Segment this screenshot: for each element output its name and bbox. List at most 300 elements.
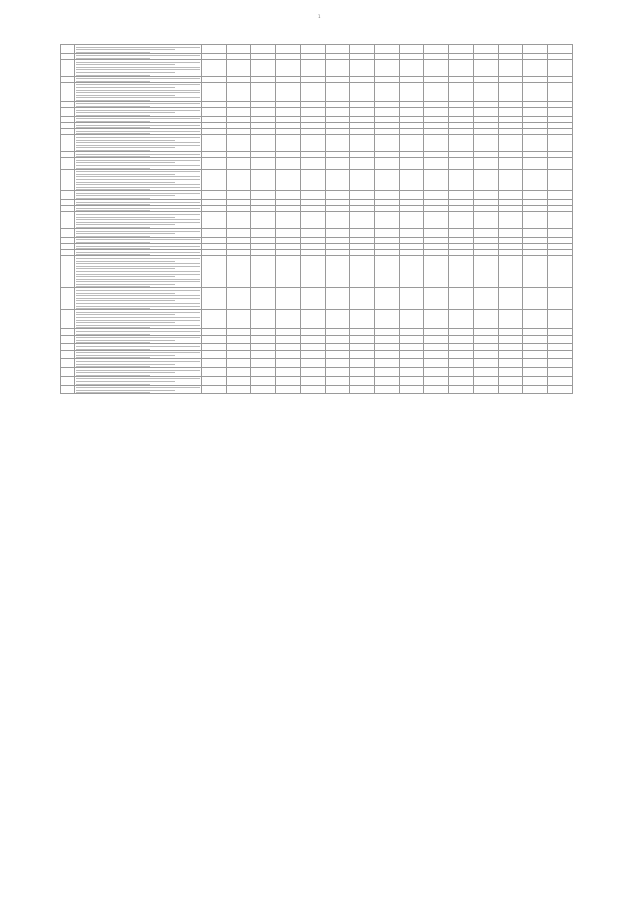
value-cell xyxy=(424,368,449,377)
value-cell xyxy=(325,335,350,344)
value-cell xyxy=(325,229,350,238)
illegible-text-line xyxy=(76,355,175,356)
row-name-cell xyxy=(75,82,202,101)
value-cell xyxy=(473,191,498,200)
value-cell xyxy=(473,256,498,288)
table-row xyxy=(61,59,573,76)
value-cell xyxy=(350,108,375,117)
value-cell xyxy=(276,191,301,200)
value-cell xyxy=(325,191,350,200)
value-cell xyxy=(325,158,350,169)
page-number: 1 xyxy=(318,14,321,19)
value-cell xyxy=(523,45,548,54)
value-cell xyxy=(325,169,350,191)
illegible-text-line xyxy=(76,171,200,172)
value-cell xyxy=(300,310,325,329)
table-row xyxy=(61,376,573,385)
value-cell xyxy=(276,335,301,344)
value-cell xyxy=(325,108,350,117)
illegible-text-line xyxy=(76,331,200,332)
value-cell xyxy=(449,82,474,101)
illegible-text-line xyxy=(76,69,200,70)
value-cell xyxy=(375,212,400,229)
value-cell xyxy=(548,229,573,238)
value-cell xyxy=(226,108,251,117)
value-cell xyxy=(424,59,449,76)
row-number-cell xyxy=(61,368,75,377)
value-cell xyxy=(226,229,251,238)
value-cell xyxy=(399,376,424,385)
value-cell xyxy=(325,135,350,152)
illegible-text-line xyxy=(76,312,200,313)
value-cell xyxy=(276,169,301,191)
illegible-text-line xyxy=(76,224,175,225)
value-cell xyxy=(325,350,350,359)
value-cell xyxy=(251,169,276,191)
value-cell xyxy=(251,310,276,329)
illegible-text-line xyxy=(76,176,200,177)
illegible-text-line xyxy=(76,352,200,353)
value-cell xyxy=(473,368,498,377)
illegible-text-line xyxy=(76,179,200,180)
value-cell xyxy=(473,135,498,152)
value-cell xyxy=(276,59,301,76)
row-number-cell xyxy=(61,212,75,229)
value-cell xyxy=(325,359,350,368)
value-cell xyxy=(523,368,548,377)
row-name-cell xyxy=(75,135,202,152)
value-cell xyxy=(424,135,449,152)
row-name-cell xyxy=(75,212,202,229)
value-cell xyxy=(548,59,573,76)
value-cell xyxy=(375,350,400,359)
value-cell xyxy=(251,229,276,238)
table-row xyxy=(61,135,573,152)
value-cell xyxy=(251,335,276,344)
value-cell xyxy=(300,212,325,229)
value-cell xyxy=(473,108,498,117)
row-number-cell xyxy=(61,310,75,329)
value-cell xyxy=(449,158,474,169)
row-name-cell xyxy=(75,288,202,310)
value-cell xyxy=(300,368,325,377)
illegible-text-line xyxy=(76,217,175,218)
value-cell xyxy=(424,256,449,288)
value-cell xyxy=(375,335,400,344)
value-cell xyxy=(548,359,573,368)
illegible-text-line xyxy=(76,233,175,234)
table-body xyxy=(61,45,573,394)
illegible-text-line xyxy=(76,364,175,365)
value-cell xyxy=(375,310,400,329)
table-row xyxy=(61,212,573,229)
illegible-text-line xyxy=(76,67,200,68)
document-table-area xyxy=(60,44,573,614)
value-cell xyxy=(523,59,548,76)
row-name-cell xyxy=(75,368,202,377)
illegible-text-line xyxy=(76,293,175,294)
value-cell xyxy=(498,212,523,229)
illegible-text-line xyxy=(76,112,175,113)
value-cell xyxy=(523,158,548,169)
value-cell xyxy=(276,385,301,394)
data-table xyxy=(60,44,573,394)
value-cell xyxy=(325,212,350,229)
value-cell xyxy=(375,256,400,288)
table-row xyxy=(61,256,573,288)
value-cell xyxy=(424,376,449,385)
table-row xyxy=(61,45,573,54)
value-cell xyxy=(375,169,400,191)
value-cell xyxy=(251,59,276,76)
illegible-text-line xyxy=(76,392,150,393)
row-number-cell xyxy=(61,191,75,200)
table-row xyxy=(61,158,573,169)
value-cell xyxy=(424,158,449,169)
value-cell xyxy=(548,288,573,310)
value-cell xyxy=(424,335,449,344)
value-cell xyxy=(350,59,375,76)
illegible-text-line xyxy=(76,317,200,318)
row-name-cell xyxy=(75,385,202,394)
value-cell xyxy=(276,310,301,329)
value-cell xyxy=(325,385,350,394)
value-cell xyxy=(251,191,276,200)
value-cell xyxy=(251,212,276,229)
value-cell xyxy=(276,135,301,152)
value-cell xyxy=(375,359,400,368)
row-number-cell xyxy=(61,59,75,76)
value-cell xyxy=(473,45,498,54)
value-cell xyxy=(375,158,400,169)
row-number-cell xyxy=(61,229,75,238)
value-cell xyxy=(548,158,573,169)
value-cell xyxy=(523,191,548,200)
value-cell xyxy=(473,376,498,385)
value-cell xyxy=(498,45,523,54)
value-cell xyxy=(424,169,449,191)
value-cell xyxy=(473,288,498,310)
illegible-text-line xyxy=(76,252,200,253)
value-cell xyxy=(202,256,227,288)
value-cell xyxy=(399,256,424,288)
value-cell xyxy=(325,310,350,329)
value-cell xyxy=(300,59,325,76)
value-cell xyxy=(350,335,375,344)
value-cell xyxy=(399,158,424,169)
illegible-text-line xyxy=(76,322,175,323)
illegible-text-line xyxy=(76,300,175,301)
value-cell xyxy=(449,335,474,344)
value-cell xyxy=(523,229,548,238)
value-cell xyxy=(399,191,424,200)
value-cell xyxy=(399,59,424,76)
illegible-text-line xyxy=(76,162,175,163)
value-cell xyxy=(523,288,548,310)
value-cell xyxy=(449,288,474,310)
value-cell xyxy=(300,256,325,288)
value-cell xyxy=(202,158,227,169)
value-cell xyxy=(498,335,523,344)
value-cell xyxy=(498,359,523,368)
illegible-text-line xyxy=(76,274,200,275)
value-cell xyxy=(498,229,523,238)
value-cell xyxy=(375,108,400,117)
illegible-text-line xyxy=(76,131,200,132)
value-cell xyxy=(424,45,449,54)
value-cell xyxy=(399,45,424,54)
row-name-cell xyxy=(75,335,202,344)
value-cell xyxy=(375,288,400,310)
illegible-text-line xyxy=(76,193,200,194)
value-cell xyxy=(473,350,498,359)
value-cell xyxy=(473,169,498,191)
value-cell xyxy=(424,310,449,329)
value-cell xyxy=(523,169,548,191)
value-cell xyxy=(276,368,301,377)
value-cell xyxy=(449,368,474,377)
row-name-cell xyxy=(75,256,202,288)
value-cell xyxy=(548,310,573,329)
value-cell xyxy=(251,45,276,54)
illegible-text-line xyxy=(76,261,175,262)
value-cell xyxy=(300,135,325,152)
value-cell xyxy=(473,158,498,169)
value-cell xyxy=(202,59,227,76)
value-cell xyxy=(548,335,573,344)
illegible-text-line xyxy=(76,268,175,269)
value-cell xyxy=(548,135,573,152)
value-cell xyxy=(473,385,498,394)
value-cell xyxy=(350,288,375,310)
value-cell xyxy=(498,169,523,191)
value-cell xyxy=(523,359,548,368)
value-cell xyxy=(276,108,301,117)
illegible-text-line xyxy=(76,298,200,299)
value-cell xyxy=(473,82,498,101)
value-cell xyxy=(276,376,301,385)
value-cell xyxy=(300,335,325,344)
value-cell xyxy=(202,135,227,152)
value-cell xyxy=(449,350,474,359)
illegible-text-line xyxy=(76,165,200,166)
row-name-cell xyxy=(75,310,202,329)
illegible-text-line xyxy=(76,378,200,379)
value-cell xyxy=(473,335,498,344)
row-number-cell xyxy=(61,376,75,385)
illegible-text-line xyxy=(76,290,200,291)
value-cell xyxy=(473,310,498,329)
table-row xyxy=(61,82,573,101)
row-number-cell xyxy=(61,169,75,191)
value-cell xyxy=(449,169,474,191)
illegible-text-line xyxy=(76,49,175,50)
value-cell xyxy=(375,45,400,54)
illegible-text-line xyxy=(76,381,175,382)
value-cell xyxy=(300,45,325,54)
value-cell xyxy=(226,385,251,394)
value-cell xyxy=(350,212,375,229)
illegible-text-line xyxy=(76,92,200,93)
value-cell xyxy=(548,212,573,229)
value-cell xyxy=(226,335,251,344)
value-cell xyxy=(226,368,251,377)
illegible-text-line xyxy=(76,55,200,56)
illegible-text-line xyxy=(76,47,200,48)
value-cell xyxy=(399,368,424,377)
illegible-text-line xyxy=(76,214,200,215)
value-cell xyxy=(251,158,276,169)
illegible-text-line xyxy=(76,370,200,371)
value-cell xyxy=(498,135,523,152)
value-cell xyxy=(424,212,449,229)
value-cell xyxy=(251,108,276,117)
value-cell xyxy=(226,82,251,101)
illegible-text-line xyxy=(76,103,200,104)
illegible-text-line xyxy=(76,295,200,296)
value-cell xyxy=(523,350,548,359)
value-cell xyxy=(424,350,449,359)
table-row xyxy=(61,359,573,368)
value-cell xyxy=(300,229,325,238)
table-row xyxy=(61,368,573,377)
table-row xyxy=(61,385,573,394)
illegible-text-line xyxy=(76,306,200,307)
row-number-cell xyxy=(61,158,75,169)
row-name-cell xyxy=(75,45,202,54)
value-cell xyxy=(251,376,276,385)
value-cell xyxy=(226,169,251,191)
illegible-text-line xyxy=(76,390,175,391)
value-cell xyxy=(523,108,548,117)
illegible-text-line xyxy=(76,266,200,267)
value-cell xyxy=(399,212,424,229)
value-cell xyxy=(375,376,400,385)
value-cell xyxy=(300,191,325,200)
row-name-cell xyxy=(75,59,202,76)
row-number-cell xyxy=(61,45,75,54)
illegible-text-line xyxy=(76,174,175,175)
illegible-text-line xyxy=(76,137,200,138)
value-cell xyxy=(300,108,325,117)
illegible-text-line xyxy=(76,279,200,280)
value-cell xyxy=(548,169,573,191)
value-cell xyxy=(202,191,227,200)
value-cell xyxy=(350,169,375,191)
value-cell xyxy=(523,335,548,344)
table-row xyxy=(61,229,573,238)
value-cell xyxy=(449,359,474,368)
value-cell xyxy=(226,59,251,76)
value-cell xyxy=(473,359,498,368)
value-cell xyxy=(202,229,227,238)
value-cell xyxy=(226,288,251,310)
illegible-text-line xyxy=(76,87,175,88)
value-cell xyxy=(350,45,375,54)
value-cell xyxy=(399,310,424,329)
value-cell xyxy=(449,108,474,117)
table-row xyxy=(61,191,573,200)
value-cell xyxy=(300,385,325,394)
value-cell xyxy=(202,45,227,54)
value-cell xyxy=(226,310,251,329)
illegible-text-line xyxy=(76,84,200,85)
illegible-text-line xyxy=(76,263,200,264)
value-cell xyxy=(300,359,325,368)
value-cell xyxy=(523,310,548,329)
value-cell xyxy=(202,169,227,191)
value-cell xyxy=(424,288,449,310)
illegible-text-line xyxy=(76,281,200,282)
value-cell xyxy=(523,135,548,152)
value-cell xyxy=(226,158,251,169)
value-cell xyxy=(226,135,251,152)
value-cell xyxy=(548,368,573,377)
value-cell xyxy=(498,385,523,394)
value-cell xyxy=(350,359,375,368)
value-cell xyxy=(498,310,523,329)
value-cell xyxy=(325,376,350,385)
value-cell xyxy=(350,376,375,385)
illegible-text-line xyxy=(76,95,175,96)
value-cell xyxy=(473,212,498,229)
value-cell xyxy=(548,256,573,288)
value-cell xyxy=(498,82,523,101)
illegible-text-line xyxy=(76,258,200,259)
value-cell xyxy=(498,288,523,310)
value-cell xyxy=(202,385,227,394)
value-cell xyxy=(424,108,449,117)
illegible-text-line xyxy=(76,372,175,373)
value-cell xyxy=(325,45,350,54)
row-name-cell xyxy=(75,350,202,359)
value-cell xyxy=(523,82,548,101)
illegible-text-line xyxy=(76,62,200,63)
table-row xyxy=(61,310,573,329)
value-cell xyxy=(202,368,227,377)
value-cell xyxy=(498,158,523,169)
value-cell xyxy=(202,82,227,101)
value-cell xyxy=(399,350,424,359)
value-cell xyxy=(276,288,301,310)
value-cell xyxy=(399,135,424,152)
value-cell xyxy=(523,256,548,288)
row-name-cell xyxy=(75,191,202,200)
value-cell xyxy=(449,135,474,152)
value-cell xyxy=(523,212,548,229)
value-cell xyxy=(424,229,449,238)
value-cell xyxy=(202,108,227,117)
illegible-text-line xyxy=(76,78,200,79)
value-cell xyxy=(548,385,573,394)
illegible-text-line xyxy=(76,276,175,277)
illegible-text-line xyxy=(76,320,200,321)
illegible-text-line xyxy=(76,346,200,347)
value-cell xyxy=(449,376,474,385)
row-number-cell xyxy=(61,135,75,152)
value-cell xyxy=(548,350,573,359)
value-cell xyxy=(276,359,301,368)
illegible-text-line xyxy=(76,195,175,196)
illegible-text-line xyxy=(76,140,175,141)
row-name-cell xyxy=(75,169,202,191)
value-cell xyxy=(300,82,325,101)
value-cell xyxy=(523,385,548,394)
value-cell xyxy=(375,191,400,200)
value-cell xyxy=(399,359,424,368)
table-row xyxy=(61,108,573,117)
value-cell xyxy=(449,45,474,54)
